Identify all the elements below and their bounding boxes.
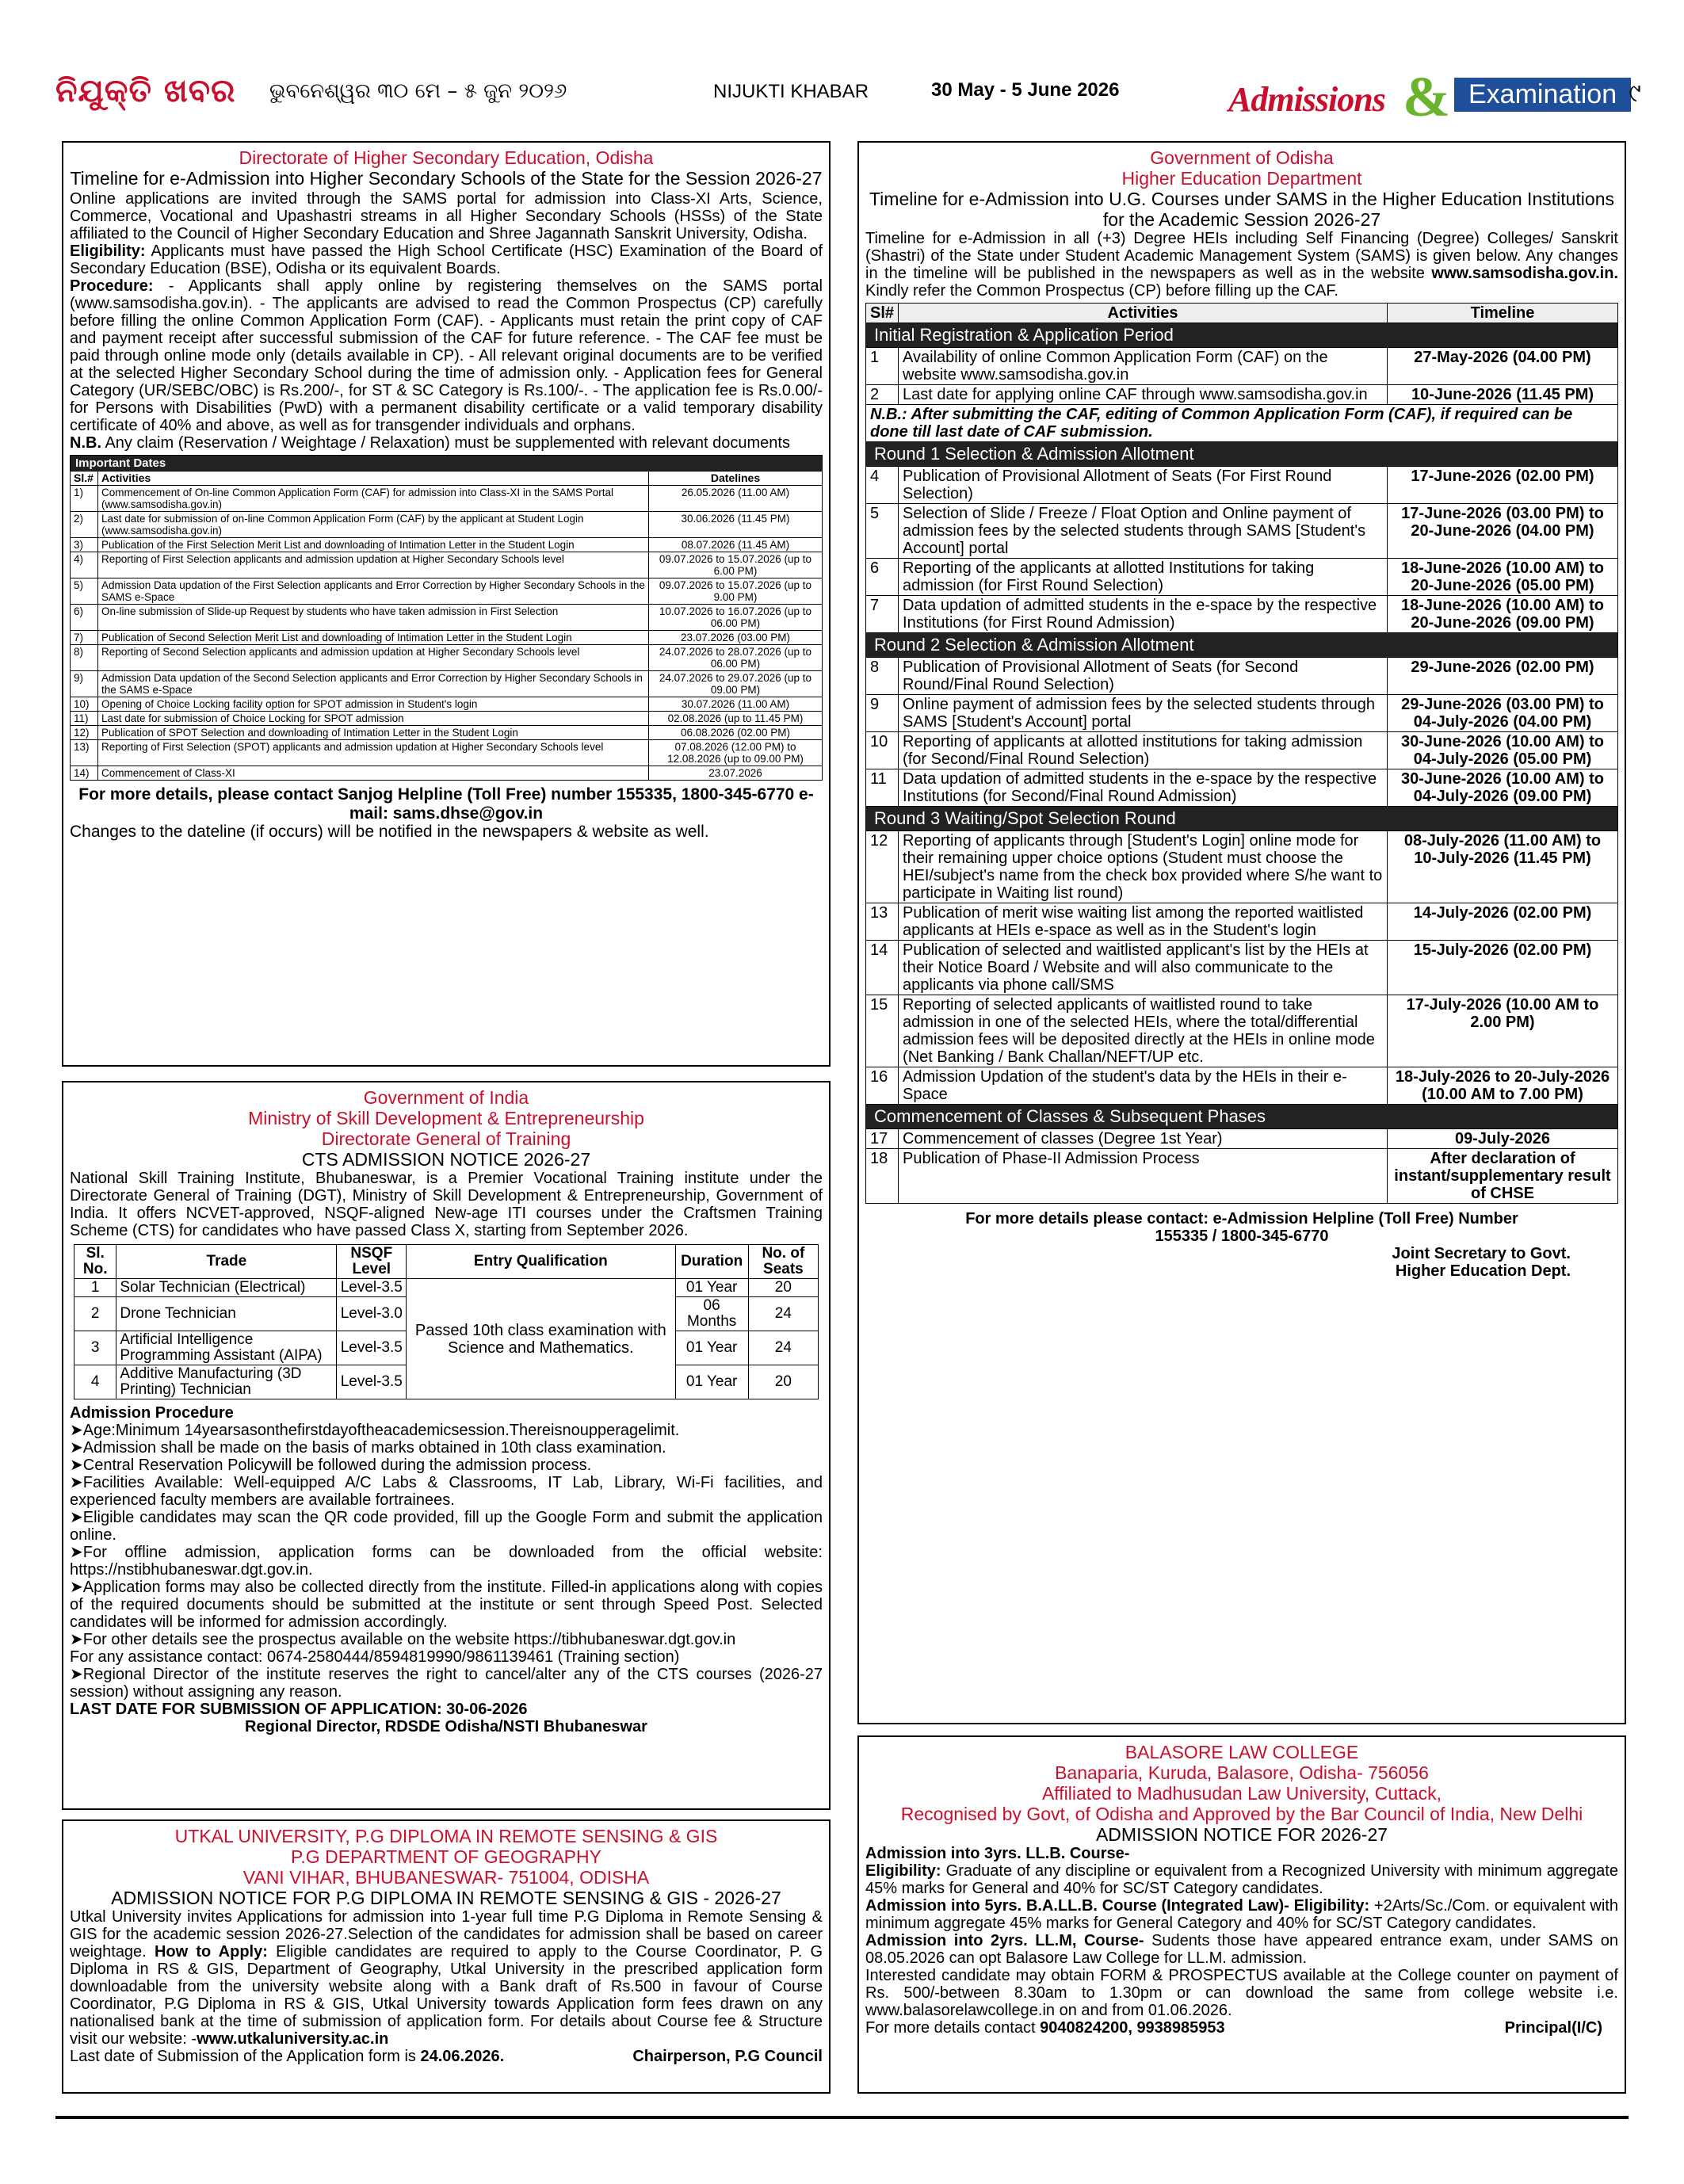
table-row: 8) Reporting of Second Selection applicants and admission updation at Higher Secondary Schools level 24.07.2026 to 28.07.2026 (up to 06.00 PM) [71,645,823,671]
sams-timeline-table [865,303,1618,1204]
law-line4: Recognised by Govt, of Odisha and Approved by the Bar Council of India, New Delhi [900,1804,1583,1824]
cts-procedure-title: Admission Procedure [70,1404,234,1422]
sams-line1: Government of Odisha [1150,147,1334,168]
cts-bullet: ➤Age:Minimum 14yearsasonthefirstdayoftheacademicsession.Thereisnoupperagelimit. [70,1422,680,1439]
table-row: 3) Publication of the First Selection Merit List and downloading of Intimation Letter in the Student Login 08.07.2026 (11.45 AM) [71,538,823,552]
col-activities: Activities [98,472,649,486]
utkal-title: ADMISSION NOTICE FOR P.G DIPLOMA IN REMOTE SENSING & GIS - 2026-27 [111,1888,781,1908]
page-number: ୯ [1629,78,1641,108]
cts-line3: Directorate General of Training [321,1128,571,1149]
table-row: 2) Last date for submission of on-line Common Application Form (CAF) by the applicant at Student Login (www.samsodisha.gov.in) 30.06.2026 (11.45 PM) [71,512,823,538]
odia-date: ଭୁବନେଶ୍ୱର ୩୦ ମେ – ୫ ଜୁନ ୨୦୨୬ [269,79,567,103]
cts-bullet: ➤Application forms may also be collected directly from the institute. Filled-in applications along with copies of the required documents should be submitted at the institute or sent through Speed Post. Selected candidates will be informed for admission accordingly. [70,1579,823,1631]
cts-bullet: ➤Eligible candidates may scan the QR code provided, fill up the Google Form and submit the application online. [70,1509,823,1544]
cts-signature: Regional Director, RDSDE Odisha/NSTI Bhubaneswar [245,1718,647,1735]
utkal-body: Utkal University invites Applications for admission into 1-year full time P.G Diploma in Remote Sensing & GIS for the academic session 2026-27.Selection of the candidates for admission shall be based on career weightage. How to Apply: Eligible candidates are required to apply to the Course Coordinator, P. G Diploma in RS & GIS, Department of Geography, Utkal University in the prescribed application form downloadable from the university website along with a Bank draft of Rs.500 in favour of Course Coordinator, P.G Diploma in RS & GIS, Utkal University towards Application form fees drawn on any nationalised bank at the time of submission of application form. For details about Course fee & Structure visit our website: -www.utkaluniversity.ac.in [70,1908,823,2048]
cts-trades-table [74,1244,819,1399]
cts-qualification: Passed 10th class examination with Science and Mathematics. [407,1279,675,1399]
dhse-table-title: Important Dates [71,456,823,472]
cts-bullet: ➤Regional Director of the institute reserves the right to cancel/alter any of the CTS courses (2026-27 session) without assigning any reason. [70,1666,823,1701]
table-row: N.B.: After submitting the CAF, editing of Common Application Form (CAF), if required can be done till last date of CAF submission. [866,405,1618,442]
sams-section-3: Round 2 Selection & Admission Allotment [866,633,1618,658]
sams-title: Timeline for e-Admission into U.G. Courses under SAMS in the Higher Education Institutions for the Academic Session 2026-27 [869,189,1614,230]
law-llb-heading: Admission into 3yrs. LL.B. Course- [865,1845,1130,1862]
table-row: 4 Publication of Provisional Allotment of Seats (For First Round Selection) 17-June-2026 (02.00 PM) [866,467,1618,504]
cts-bullet: ➤For other details see the prospectus available on the website https://tibhubaneswar.dgt.gov.in [70,1631,736,1648]
table-row: 4) Reporting of First Selection applicants and admission updation at Higher Secondary Schools level 09.07.2026 to 15.07.2026 (up to 6.00 PM) [71,552,823,578]
cts-notice [62,1081,831,1810]
cts-col-header: Duration [675,1245,748,1279]
table-row: 3 Artificial Intelligence Programming Assistant (AIPA) Level-3.5 01 Year 24 [74,1331,819,1365]
law-contact[interactable]: 9040824200, 9938985953 [1040,2019,1225,2037]
utkal-signature: Chairperson, P.G Council [632,2048,823,2065]
cts-bullet: ➤Central Reservation Policywill be followed during the admission process. [70,1457,592,1474]
cts-col-header: Trade [116,1245,337,1279]
dhse-org: Directorate of Higher Secondary Education, Odisha [239,147,654,168]
utkal-website[interactable]: www.utkaluniversity.ac.in [197,2030,389,2048]
page-header [55,65,1641,128]
table-row: 12) Publication of SPOT Selection and downloading of Intimation Letter in the Student Login 06.08.2026 (02.00 PM) [71,726,823,740]
cts-bullet: ➤Admission shall be made on the basis of marks obtained in 10th class examination. [70,1439,666,1457]
table-row: 10) Opening of Choice Locking facility option for SPOT admission in Student's login 30.07.2026 (11.00 AM) [71,697,823,712]
sams-notice [857,141,1626,1724]
col-sl: Sl# [866,304,899,323]
law-info: Interested candidate may obtain FORM & PROSPECTUS available at the College counter on payment of Rs. 500/-between 8.30am to 1.30pm or can download the same from college website i.e. www.balasorelawcollege.in on and from 01.06.2026. [865,1967,1618,2019]
table-row: 7) Publication of Second Selection Merit List and downloading of Intimation Letter in the Student Login 23.07.2026 (03.00 PM) [71,631,823,645]
table-row: 8 Publication of Provisional Allotment of Seats (for Second Round/Final Round Selection) 29-June-2026 (02.00 PM) [866,658,1618,695]
sams-section-1: Initial Registration & Application Period [866,323,1618,348]
cts-bullets [70,1422,823,1701]
utkal-footer: Last date of Submission of the Application form is 24.06.2026. Chairperson, P.G Council [70,2048,823,2065]
law-llb-eligibility: Eligibility: Graduate of any discipline or equivalent from a Recognized University with minimum aggregate 45% marks for General and 40% for SC/ST Category candidates. [865,1862,1618,1897]
table-row: 14) Commencement of Class-XI 23.07.2026 [71,766,823,781]
table-row: 2 Drone Technician Level-3.0 06 Months 24 [74,1297,819,1331]
col-timeline: Timeline [1388,304,1618,323]
dhse-dates-table [70,455,823,781]
cts-intro: National Skill Training Institute, Bhubaneswar, is a Premier Vocational Training institute under the Directorate General of Training (DGT), Ministry of Skill Development & Entrepreneurship, Government of India. It offers NCVET-approved, NSQF-aligned New-age ITI courses under the Craftsmen Training Scheme (CTS) for candidates who have passed Class X, starting from September 2026. [70,1170,823,1239]
law-signature: Principal(I/C) [1504,2019,1602,2037]
table-row: 10 Reporting of applicants at allotted institutions for taking admission (for Second/Final Round Selection) 30-June-2026 (10.00 AM) to 04-July-2026 (05.00 PM) [866,732,1618,769]
dhse-intro: Online applications are invited through the SAMS portal for admission into Class-XI Arts, Science, Commerce, Vocational and Upashastri streams in all Higher Secondary Schools (HSSs) of the State affiliated to the Council of Higher Secondary Education and Shree Jagannath Sanskrit University, Odisha. [70,190,823,242]
table-row: 17 Commencement of classes (Degree 1st Year) 09-July-2026 [866,1129,1618,1149]
col-activities: Activities [899,304,1388,323]
table-row: 1) Commencement of On-line Common Application Form (CAF) for admission into Class-XI in the SAMS Portal (www.samsodisha.gov.in) 26.05.2026 (11.00 AM) [71,486,823,512]
cts-col-header: Entry Qualification [407,1245,675,1279]
sams-section-5: Commencement of Classes & Subsequent Phases [866,1105,1618,1129]
table-row: 6 Reporting of the applicants at allotted Institutions for taking admission (for First Round Selection) 18-June-2026 (10.00 AM) to 20-June-2026 (05.00 PM) [866,559,1618,596]
col-datelines: Datelines [649,472,823,486]
law-llm: Admission into 2yrs. LL.M, Course- Sudents those have appeared entrance exam, under SAMS on 08.05.2026 can opt Balasore Law College for LL.M. admission. [865,1932,1618,1967]
newspaper-logo: ନିଯୁକ୍ତି ଖବର [55,73,236,109]
law-line2: Banaparia, Kuruda, Balasore, Odisha- 756056 [1055,1762,1429,1783]
table-row: 11) Last date for submission of Choice Locking for SPOT admission 02.08.2026 (up to 11.45 PM) [71,712,823,726]
sams-section-4: Round 3 Waiting/Spot Selection Round [866,807,1618,831]
table-row: 6) On-line submission of Slide-up Request by students who have taken admission in First Selection 10.07.2026 to 16.07.2026 (up to 06.00 PM) [71,605,823,631]
dhse-title: Timeline for e-Admission into Higher Secondary Schools of the State for the Session 2026-27 [70,168,823,189]
table-row: 16 Admission Updation of the student's data by the HEIs in their e-Space 18-July-2026 to 20-July-2026 (10.00 AM to 7.00 PM) [866,1067,1618,1105]
table-row: 11 Data updation of admitted students in the e-space by the respective Institutions (for Second/Final Round Admission) 30-June-2026 (10.00 AM) to 04-July-2026 (09.00 PM) [866,769,1618,807]
law-footer: For more details contact 9040824200, 9938985953 Principal(I/C) [865,2019,1618,2037]
section-examination: Examination [1454,78,1631,112]
utkal-line1: UTKAL UNIVERSITY, P.G DIPLOMA IN REMOTE SENSING & GIS [174,1826,718,1846]
dhse-contact: For more details, please contact Sanjog Helpline (Toll Free) number 155335, 1800-345-6770 e-mail: sams.dhse@gov.in [78,785,814,823]
cts-bullet: ➤For offline admission, application forms can be downloaded from the official website: https://nstibhubaneswar.dgt.gov.in. [70,1544,823,1579]
law-title: ADMISSION NOTICE FOR 2026-27 [1095,1824,1388,1845]
issue-date: 30 May - 5 June 2026 [931,79,1120,101]
law-college-notice [857,1735,1626,2094]
section-admissions: Admissions [1228,80,1385,119]
sams-contact: For more details please contact: e-Admission Helpline (Toll Free) Number 155335 / 1800-345-6770 [965,1210,1518,1245]
newspaper-name: NIJUKTI KHABAR [713,81,869,102]
cts-bullet: For any assistance contact: 0674-2580444/8594819990/9861139461 (Training section) [70,1648,680,1666]
table-row: 18 Publication of Phase-II Admission Process After declaration of instant/supplementary result of CHSE [866,1149,1618,1204]
sams-sign-1: Joint Secretary to Govt. [1392,1245,1571,1262]
table-row: 13 Publication of merit wise waiting list among the reported waitlisted applicants at HEIs e-space as well as in the Student's login 14-July-2026 (02.00 PM) [866,903,1618,941]
table-row: 9 Online payment of admission fees by the selected students through SAMS [Student's Account] portal 29-June-2026 (03.00 PM) to 04-July-2026 (04.00 PM) [866,695,1618,732]
cts-line1: Government of India [363,1087,529,1108]
table-row: 9) Admission Data updation of the Second Selection applicants and Error Correction by Higher Secondary Schools in the SAMS e-Space 24.07.2026 to 29.07.2026 (up to 09.00 PM) [71,671,823,697]
table-row: 1 Availability of online Common Application Form (CAF) on the website www.samsodisha.gov.in 27-May-2026 (04.00 PM) [866,348,1618,385]
law-line3: Affiliated to Madhusudan Law University, Cuttack, [1041,1783,1442,1804]
cts-col-header: NSQF Level [337,1245,407,1279]
cts-line2: Ministry of Skill Development & Entrepreneurship [248,1108,644,1128]
cts-col-header: Sl. No. [74,1245,116,1279]
section-ampersand: & [1403,65,1450,128]
table-row: 2 Last date for applying online CAF through www.samsodisha.gov.in 10-June-2026 (11.45 PM) [866,385,1618,405]
utkal-line2: P.G DEPARTMENT OF GEOGRAPHY [291,1846,601,1867]
table-row: 5 Selection of Slide / Freeze / Float Option and Online payment of admission fees by the selected students through SAMS [Student's Account] portal 17-June-2026 (03.00 PM) to 20-June-2026 (04.00 PM) [866,504,1618,559]
utkal-line3: VANI VIHAR, BHUBANESWAR- 751004, ODISHA [242,1867,650,1888]
dhse-nb: N.B. Any claim (Reservation / Weightage / Relaxation) must be supplemented with relevant documents [70,434,790,452]
table-row: 12 Reporting of applicants through [Student's Login] online mode for their remaining upper choice options (Student must choose the HEI/subject's name from the check box provided where S/he want to participate in Waiting list round) 08-July-2026 (11.00 AM) to 10-July-2026 (11.45 PM) [866,831,1618,903]
law-ballb: Admission into 5yrs. B.A.LL.B. Course (Integrated Law)- Eligibility: +2Arts/Sc./Com. or equivalent with minimum aggregate 45% marks for General Category and 40% for SC/ST Category candidates. [865,1897,1618,1932]
cts-title: CTS ADMISSION NOTICE 2026-27 [301,1149,591,1170]
sams-section-2: Round 1 Selection & Admission Allotment [866,442,1618,467]
dhse-changes: Changes to the dateline (if occurs) will be notified in the newspapers & website as well. [70,823,709,841]
sams-intro: Timeline for e-Admission in all (+3) Degree HEIs including Self Financing (Degree) Colleges/ Sanskrit (Shastri) of the State under Student Academic Management System (SAMS) is given below. Any changes in the timeline will be published in the newspapers as well as in the website www.samsodisha.gov.in. Kindly refer the Common Prospectus (CP) before filling up the CAF. [865,230,1618,300]
cts-col-header: No. of Seats [748,1245,818,1279]
dhse-notice [62,141,831,1067]
dhse-procedure: Procedure: - Applicants shall apply online by registering themselves on the SAMS portal (www.samsodisha.gov.in). - The applicants are advised to read the Common Prospectus (CP) carefully before filling the online Common Application Form (CAF). - Applicants must retain the print copy of CAF and payment receipt after successful submission of the CAF for future reference. - The CAF fee must be paid through online mode only (details available in CP). - All relevant original documents are to be verified at the selected Higher Secondary School during the time of admission only. - Application fees for General Category (UR/SEBC/OBC) is Rs.200/-, for ST & SC Category is Rs.100/-. - The application fee is Rs.0.00/- for Persons with Disabilities (PwD) with a permanent disability certificate or a valid temporary disability certificate of 40% and above, as well as for transgender individuals and orphans. [70,277,823,434]
table-row: 7 Data updation of admitted students in the e-space by the respective Institutions (for First Round Admission) 18-June-2026 (10.00 AM) to 20-June-2026 (09.00 PM) [866,596,1618,633]
table-row: 1 Solar Technician (Electrical) Level-3.5 Passed 10th class examination with Science and Mathematics. 01 Year 20 [74,1279,819,1297]
table-row: 15 Reporting of selected applicants of waitlisted round to take admission in one of the selected HEIs, where the total/differential admission fees will be deposited directly at the HEIs in online mode (Net Banking / Bank Challan/NEFT/UP etc. 17-July-2026 (10.00 AM to 2.00 PM) [866,995,1618,1067]
utkal-notice [62,1819,831,2094]
cts-last-date: LAST DATE FOR SUBMISSION OF APPLICATION: 30-06-2026 [70,1701,528,1718]
table-row: 13) Reporting of First Selection (SPOT) applicants and admission updation at Higher Secondary Schools level 07.08.2026 (12.00 PM) to 12.08.2026 (up to 09.00 PM) [71,740,823,766]
sams-sign-2: Higher Education Dept. [1395,1262,1571,1280]
table-row: 4 Additive Manufacturing (3D Printing) Technician Level-3.5 01 Year 20 [74,1365,819,1399]
cts-bullet: ➤Facilities Available: Well-equipped A/C Labs & Classrooms, IT Lab, Library, Wi-Fi facilities, and experienced faculty members are available fortrainees. [70,1474,823,1509]
bottom-rule [55,2116,1629,2119]
sams-line2: Higher Education Department [1121,168,1362,189]
table-row: 14 Publication of selected and waitlisted applicant's list by the HEIs at their Notice Board / Website and will also communicate to the applicants via phone call/SMS 15-July-2026 (02.00 PM) [866,941,1618,995]
table-row: 5) Admission Data updation of the First Selection applicants and Error Correction by Higher Secondary Schools in the SAMS e-Space 09.07.2026 to 15.07.2026 (up to 9.00 PM) [71,578,823,605]
dhse-eligibility: Eligibility: Applicants must have passed the High School Certificate (HSC) Examination of the Board of Secondary Education (BSE), Odisha or its equivalent Boards. [70,242,823,277]
col-sl: Sl.# [71,472,98,486]
law-line1: BALASORE LAW COLLEGE [1125,1742,1359,1762]
